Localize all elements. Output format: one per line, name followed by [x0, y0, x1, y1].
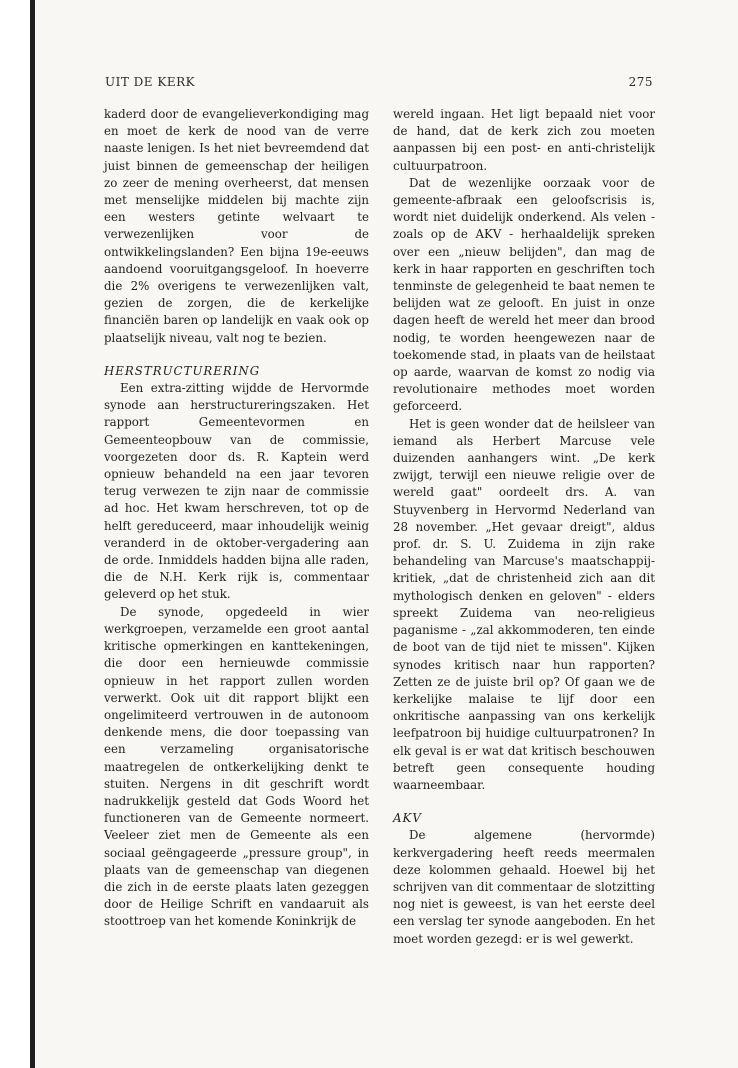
paragraph: De algemene (hervormde) kerkvergadering heeft reeds meermalen deze kolommen gehaald. Hoewel bij het schrijven van dit commentaar de slotzitting nog niet is geweest, is van het eerste deel een verslag ter synode aangeboden. En het moet worden gezegd: er is wel gewerkt.: [393, 828, 655, 946]
left-column: [104, 106, 369, 931]
paragraph: kaderd door de evangelieverkondiging mag en moet de kerk de nood van de verre naaste lenigen. Is het niet bevreemdend dat juist binnen de gemeenschap der heiligen zo zeer de mening overheerst, dat mensen met menselijke middelen bij machte zijn een westers getinte welvaart te verwezenlijken voor de ontwikkelingslanden? Een bijna 19e-eeuws aandoend vooruitgangsgeloof. In hoeverre die 2% overigens te verwezenlijken valt, gezien de zorgen, die de kerkelijke financiën baren op landelijk en vaak ook op plaatselijk niveau, valt nog te bezien.: [104, 107, 369, 345]
book-page: [35, 0, 738, 1068]
section-title: UIT DE KERK: [105, 75, 196, 89]
paragraph: Dat de wezenlijke oorzaak voor de gemeente-afbraak een geloofscrisis is, wordt niet duidelijk onderkend. Als velen - zoals op de AKV - herhaaldelijk spreken over een „nieuw belijden", dan mag de kerk in haar rapporten en geschriften toch tenminste de gelegenheid te baat nemen te belijden wat ze gelooft. En juist in onze dagen heeft de wereld het meer dan brood nodig, te worden heengewezen naar de toekomende stad, in plaats van de heilstaat op aarde, waarvan de komst zo nodig via revolutionaire methodes moet worden geforceerd.: [393, 175, 655, 414]
paragraph: Het is geen wonder dat de heilsleer van iemand als Herbert Marcuse vele duizenden aanhangers wint. „De kerk zwijgt, terwijl een nieuwe religie over de wereld gaat" oordeelt drs. A. van Stuyvenberg in Hervormd Nederland van 28 november. „Het gevaar dreigt", aldus prof. dr. S. U. Zuidema in zijn rake behandeling van Marcuse's maatschappij-kritiek, „dat de christenheid zich aan dit mythologisch denken en geloven" - elders spreekt Zuidema van neo-religieus paganisme - „zal akkommoderen, ten einde de boot van de tijd niet te missen". Kijken synodes kritisch naar hun rapporten? Zetten ze de juiste bril op? Of gaan we de kerkelijke malaise te lijf door een onkritische aanpassing van ons kerkelijk leefpatroon bij huidige cultuurpatronen? In elk geval is er wat dat kritisch beschouwen betreft geen consequente houding waarneembaar.: [393, 416, 655, 792]
paragraph: De synode, opgedeeld in wier werkgroepen, verzamelde een groot aantal kritische opmerkingen en kanttekeningen, die door een hernieuwde commissie opnieuw in het rapport zullen worden verwerkt. Ook uit dit rapport blijkt een ongelimiteerd vertrouwen in de autonoom denkende mens, die door toepassing van een verzameling organisatorische maatregelen de ontkerkelijking denkt te stuiten. Nergens in dit geschrift wordt nadrukkelijk gesteld dat Gods Woord het functioneren van de Gemeente normeert. Veeleer ziet men de Gemeente als een sociaal geëngageerde „pressure group", in plaats van de gemeenschap van diegenen die zich in de eerste plaats laten gezeggen door de Heilige Schrift en vandaaruit als stoottroep van het komende Koninkrijk de: [104, 604, 369, 929]
section-heading: AKV: [393, 811, 422, 826]
page-number: 275: [628, 75, 653, 89]
paragraph: Een extra-zitting wijdde de Hervormde synode aan herstructureringszaken. Het rapport Gemeentevormen en Gemeenteopbouw van de commissie, voorgezeten door ds. R. Kaptein werd opnieuw behandeld na een jaar tevoren terug verwezen te zijn naar de commissie ad hoc. Het kwam herschreven, tot op de helft gereduceerd, maar inhoudelijk weinig veranderd in de oktober-vergadering aan de orde. Inmiddels hadden bijna alle raden, die de N.H. Kerk rijk is, commentaar geleverd op het stuk.: [104, 381, 369, 602]
paragraph: wereld ingaan. Het ligt bepaald niet voor de hand, dat de kerk zich zou moeten aanpassen bij een post- en anti-christelijk cultuurpatroon.: [393, 107, 655, 173]
section-heading: HERSTRUCTURERING: [104, 363, 261, 378]
right-column: [393, 106, 655, 948]
running-head: [105, 75, 653, 93]
